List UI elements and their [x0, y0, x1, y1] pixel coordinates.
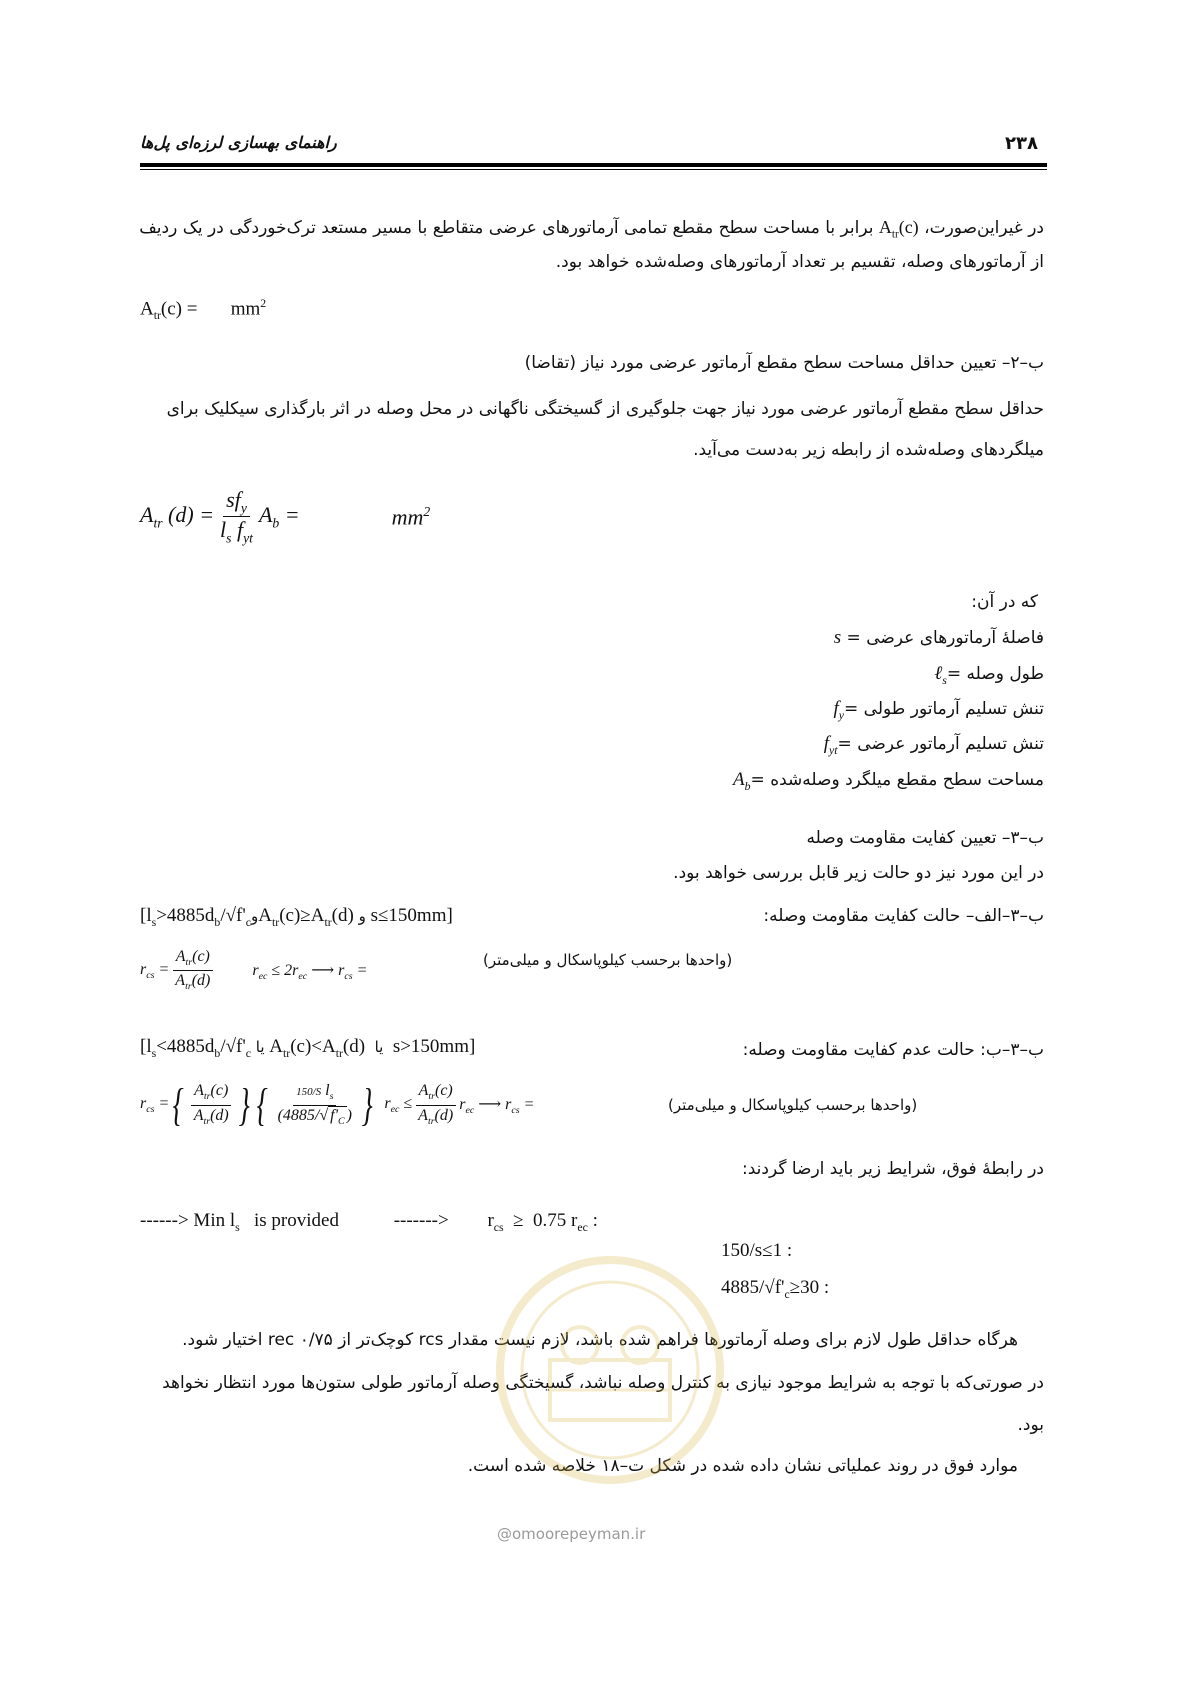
case-b-units-note: (واحدها برحسب کیلوپاسکال و میلی‌متر) [668, 1096, 918, 1114]
definition-s: s = فاصلهٔ آرماتورهای عرضی [833, 627, 1044, 648]
paragraph-1-line-2: از آرماتورهای وصله، تقسیم بر تعداد آرماتورهای وصله‌شده خواهد بود. [555, 252, 1044, 272]
case-b-label: ب–۳–ب: حالت عدم کفایت مقاومت وصله: [742, 1040, 1044, 1060]
conditions-intro: در رابطهٔ فوق، شرایط زیر باید ارضا گردند: [742, 1159, 1044, 1179]
case-b-condition: [$l_s<4885d_b/√f'_c$ یا $A_{tr}(c)<A_{tr}(d)$ یا s>150mm] [140, 1036, 476, 1060]
closing-line-4: موارد فوق در روند عملیاتی نشان داده شده در شکل ت–۱۸ خلاصه شده است. [467, 1456, 1018, 1476]
running-title: راهنمای بهسازی لرزه‌ای پل‌ها [140, 133, 337, 152]
watermark-url: @omoorepeyman.ir [497, 1525, 646, 1543]
paragraph-1-line-1: در غیراین‌صورت، $A_{tr}(c)$ برابر با مساحت سطح مقطع تمامی آرماتورهای عرضی متقاطع با مسیر مستعد ترک‌خوردگی در یک ردیف [139, 217, 1044, 241]
section-b3-intro: در این مورد نیز دو حالت زیر قابل بررسی خواهد بود. [673, 863, 1044, 883]
case-a-equation: $r_{cs}$ = $\frac{A_{tr}(c)}{A_{tr}(d)}$ $r_{ec} \le 2r_{ec}$ ⟶ $r_{cs}$ = [140, 948, 368, 993]
watermark-logo [480, 1240, 740, 1500]
case-a-units-note: (واحدها برحسب کیلوپاسکال و میلی‌متر) [483, 951, 733, 969]
section-b2-para-line-1: حداقل سطح مقطع آرماتور عرضی مورد نیاز جهت جلوگیری از گسیختگی ناگهانی در محل وصله در اثر بارگذاری سیکلیک برای [166, 399, 1044, 419]
case-b-equation: $r_{cs}$ = { $\frac{A_{tr}(c)}{A_{tr}(d)}$ } { $\frac{150/S l_s}{(4885/√ f'_C )}$ } $r_{ec}$ ≤ $\frac{A_{tr}(c)}{A_{tr}(d)}$ $r_{ec}$ ⟶ $r_{cs}$ = [140, 1079, 535, 1130]
header-rule-thick [140, 163, 1047, 167]
section-b2-heading: ب–۲– تعیین حداقل مساحت سطح مقطع آرماتور عرضی مورد نیاز (تقاضا) [524, 353, 1044, 373]
section-b3-heading: ب–۳– تعیین کفایت مقاومت وصله [806, 828, 1044, 848]
definitions-intro: که در آن: [971, 592, 1038, 612]
condition-2: $4885/√f'_c\ge 30$ : [721, 1277, 830, 1301]
equation-atr-d: $A_{tr}$ (d) = $\frac{sf_y}{l_s f_{yt}}$ $A_b$ = $mm^2$ [140, 487, 431, 546]
closing-line-2: در صورتی‌که با توجه به شرایط موجود نیازی به کنترل وصله نباشد، گسیختگی وصله آرماتور طولی ستون‌ها مورد انتظار نخواهد [162, 1373, 1044, 1393]
case-a-label: ب–۳–الف– حالت کفایت مقاومت وصله: [763, 906, 1044, 926]
closing-line-1: هرگاه حداقل طول لازم برای وصله آرماتورها فراهم شده باشد، لازم نیست مقدار rcs کوچک‌تر از ۰/۷۵ rec اختیار شود. [182, 1330, 1018, 1350]
definition-fy: $f_y=$ تنش تسلیم آرماتور طولی [833, 698, 1044, 722]
header-rule-thin [140, 169, 1047, 170]
case-a-condition: [$l_s>4885d_b/√f'_cوA_{tr}(c)\ge A_{tr}(d)$ و s≤150mm] [140, 905, 453, 929]
definition-ls: ℓ$_s$= طول وصله [934, 663, 1044, 687]
closing-line-3: بود. [1017, 1415, 1044, 1435]
definition-ab: $A_b=$ مساحت سطح مقطع میلگرد وصله‌شده [733, 769, 1044, 793]
min-ls-line: ------> Min $l_s$ is provided -------> $r_{cs} \ge 0.75$ $r_{ec}$ : [140, 1210, 598, 1234]
section-b2-para-line-2: میلگردهای وصله‌شده از رابطه زیر به‌دست می‌آید. [693, 440, 1044, 460]
condition-1: 150/s≤1 : [721, 1240, 793, 1261]
page-number: ۲۳۸ [1005, 133, 1038, 154]
equation-atr-c: $A_{tr}(c)$ = $mm^2$ [140, 297, 267, 323]
definition-fyt: $f_{yt}=$ تنش تسلیم آرماتور عرضی [823, 733, 1044, 757]
